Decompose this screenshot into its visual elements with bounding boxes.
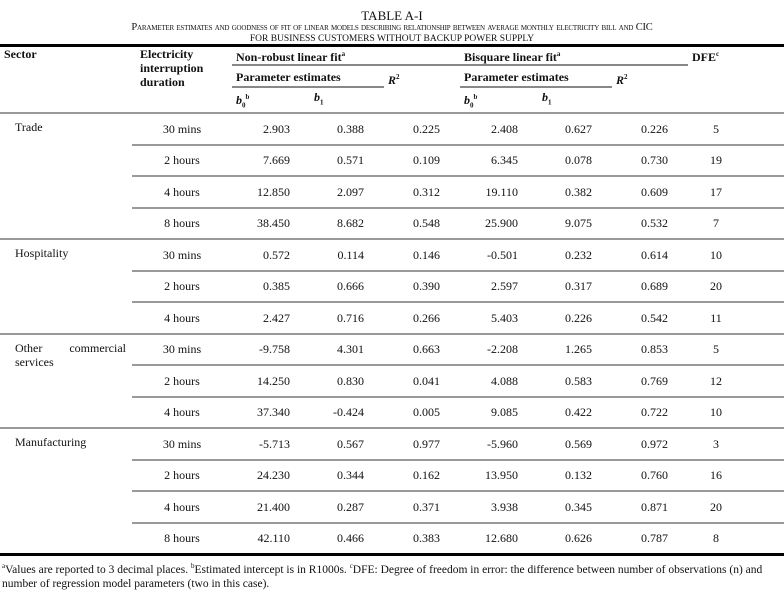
header-sector: Sector: [0, 46, 132, 66]
b1-sub: 1: [548, 98, 552, 107]
b0-cell: 14.250: [232, 365, 310, 397]
footnote-mark-b: b: [190, 562, 195, 571]
sector-cell: Manufacturing: [0, 428, 132, 553]
b0-cell: -9.758: [232, 334, 310, 366]
dfe-cell: 16: [688, 460, 784, 492]
b1-sub: 1: [320, 98, 324, 107]
duration-cell: 30 mins: [132, 428, 232, 460]
bb0-cell: 19.110: [460, 176, 538, 208]
br2-cell: 0.769: [612, 365, 688, 397]
duration-cell: 4 hours: [132, 302, 232, 334]
table-row: [0, 428, 784, 460]
dfe-label: DFE: [692, 50, 716, 64]
b1-cell: 8.682: [310, 208, 384, 240]
bb1-cell: 0.627: [538, 113, 612, 145]
dfe-cell: 3: [688, 428, 784, 460]
nonrobust-label: Non-robust linear fit: [236, 50, 342, 64]
table-title: TABLE A-I: [361, 8, 423, 23]
b1-cell: 0.114: [310, 239, 384, 271]
br2-cell: 0.760: [612, 460, 688, 492]
bb0-cell: -0.501: [460, 239, 538, 271]
r2-cell: 0.312: [384, 176, 460, 208]
r2-cell: 0.663: [384, 334, 460, 366]
r2-sup: 2: [396, 73, 400, 81]
footnote: [0, 556, 784, 591]
table-subtitle-2: [0, 34, 784, 44]
bb1-cell: 0.078: [538, 145, 612, 177]
b1-cell: -0.424: [310, 397, 384, 429]
b0-cell: 12.850: [232, 176, 310, 208]
b0-cell: -5.713: [232, 428, 310, 460]
r2-cell: 0.109: [384, 145, 460, 177]
b1-cell: 2.097: [310, 176, 384, 208]
bb0-cell: 6.345: [460, 145, 538, 177]
sector-cell: Trade: [0, 113, 132, 239]
dfe-cell: 7: [688, 208, 784, 240]
duration-cell: 4 hours: [132, 491, 232, 523]
bb1-cell: 0.132: [538, 460, 612, 492]
r2-cell: 0.390: [384, 271, 460, 303]
bb1-cell: 0.345: [538, 491, 612, 523]
dfe-cell: 10: [688, 397, 784, 429]
bb0-cell: 5.403: [460, 302, 538, 334]
b1-cell: 0.716: [310, 302, 384, 334]
duration-cell: 2 hours: [132, 460, 232, 492]
duration-cell: 4 hours: [132, 397, 232, 429]
bisquare-label: Bisquare linear fit: [464, 50, 557, 64]
duration-cell: 2 hours: [132, 365, 232, 397]
b0-cell: 37.340: [232, 397, 310, 429]
table-row: [0, 239, 784, 271]
b1-cell: 0.466: [310, 523, 384, 554]
r2-cell: 0.977: [384, 428, 460, 460]
b0-cell: 0.385: [232, 271, 310, 303]
br2-cell: 0.689: [612, 271, 688, 303]
header-param-estimates-bisquare: Parameter estimates: [460, 65, 612, 87]
bb0-cell: 4.088: [460, 365, 538, 397]
b0-cell: 0.572: [232, 239, 310, 271]
duration-cell: 30 mins: [132, 239, 232, 271]
subtitle-line1: Parameter estimates and goodness of fit of linear models describing relationship between average monthly electricity bill and CIC: [131, 22, 653, 33]
dfe-cell: 5: [688, 334, 784, 366]
nonrobust-sup: a: [341, 50, 346, 58]
dfe-cell: 11: [688, 302, 784, 334]
dfe-cell: 8: [688, 523, 784, 554]
bb1-cell: 0.422: [538, 397, 612, 429]
r2-cell: 0.266: [384, 302, 460, 334]
bb1-cell: 0.317: [538, 271, 612, 303]
br2-cell: 0.532: [612, 208, 688, 240]
header-b1-bisquare: [538, 87, 612, 113]
subtitle-line2: FOR BUSINESS CUSTOMERS WITHOUT BACKUP POWER SUPPLY: [249, 34, 535, 44]
header-b0: [232, 87, 310, 113]
b1-cell: 0.344: [310, 460, 384, 492]
br2-cell: 0.614: [612, 239, 688, 271]
header-duration: Electricity interruption duration: [132, 46, 232, 114]
dfe-cell: 17: [688, 176, 784, 208]
br2-cell: 0.871: [612, 491, 688, 523]
b0-label: b: [236, 93, 242, 107]
footnote-a: Values are reported to 3 decimal places.: [5, 564, 191, 577]
sector-cell: Hospitality: [0, 239, 132, 334]
bb1-cell: 9.075: [538, 208, 612, 240]
br2-cell: 0.722: [612, 397, 688, 429]
header-r2: [384, 65, 460, 87]
r2-cell: 0.548: [384, 208, 460, 240]
duration-cell: 8 hours: [132, 208, 232, 240]
b0-label: b: [464, 93, 470, 107]
r2-cell: 0.225: [384, 113, 460, 145]
header-bisquare: [460, 46, 688, 66]
dfe-sup: c: [716, 50, 720, 58]
bb0-cell: 9.085: [460, 397, 538, 429]
b1-cell: 0.666: [310, 271, 384, 303]
header-nonrobust: [232, 46, 460, 66]
dfe-cell: 5: [688, 113, 784, 145]
footnote-c: DFE: Degree of freedom in error: the difference between number of observations (n) and number of regression model parameters (two in this case).: [2, 564, 763, 591]
bb0-cell: 2.597: [460, 271, 538, 303]
bb0-cell: -2.208: [460, 334, 538, 366]
duration-cell: 8 hours: [132, 523, 232, 554]
b1-cell: 4.301: [310, 334, 384, 366]
b1-cell: 0.287: [310, 491, 384, 523]
b0-sub: 0: [470, 101, 474, 110]
header-r2-bisquare: [612, 65, 688, 87]
bb1-cell: 0.583: [538, 365, 612, 397]
dfe-cell: 20: [688, 271, 784, 303]
bb1-cell: 0.569: [538, 428, 612, 460]
header-b1: [310, 87, 384, 113]
duration-cell: 2 hours: [132, 271, 232, 303]
dfe-cell: 12: [688, 365, 784, 397]
b0-sup: b: [473, 93, 478, 101]
bb1-cell: 0.226: [538, 302, 612, 334]
bb0-cell: 2.408: [460, 113, 538, 145]
footnote-mark-c: c: [349, 562, 353, 571]
br2-cell: 0.972: [612, 428, 688, 460]
br2-cell: 0.226: [612, 113, 688, 145]
br2-cell: 0.853: [612, 334, 688, 366]
br2-cell: 0.542: [612, 302, 688, 334]
results-table: [0, 44, 784, 553]
bisquare-sup: a: [556, 50, 561, 58]
duration-cell: 2 hours: [132, 145, 232, 177]
table-subtitle: [0, 22, 784, 34]
br2-cell: 0.730: [612, 145, 688, 177]
duration-cell: 30 mins: [132, 334, 232, 366]
bb1-cell: 0.626: [538, 523, 612, 554]
b1-label: b: [542, 90, 548, 104]
r2-label: R: [388, 73, 397, 87]
r2-cell: 0.383: [384, 523, 460, 554]
header-dfe: [688, 46, 784, 66]
header-b0-bisquare: [460, 87, 538, 113]
b0-cell: 2.903: [232, 113, 310, 145]
duration-cell: 4 hours: [132, 176, 232, 208]
b1-cell: 0.567: [310, 428, 384, 460]
header-param-estimates: Parameter estimates: [232, 65, 384, 87]
bb0-cell: -5.960: [460, 428, 538, 460]
table-row: [0, 334, 784, 366]
r2-label: R: [616, 73, 625, 87]
b0-sup: b: [245, 93, 250, 101]
b1-cell: 0.571: [310, 145, 384, 177]
b0-cell: 42.110: [232, 523, 310, 554]
bb0-cell: 13.950: [460, 460, 538, 492]
r2-cell: 0.371: [384, 491, 460, 523]
bb0-cell: 25.900: [460, 208, 538, 240]
footnote-mark-a: a: [2, 562, 6, 571]
sector-cell: Other commercial services: [0, 334, 132, 429]
b0-sub: 0: [242, 101, 246, 110]
dfe-cell: 20: [688, 491, 784, 523]
b1-label: b: [314, 90, 320, 104]
bb1-cell: 0.382: [538, 176, 612, 208]
duration-cell: 30 mins: [132, 113, 232, 145]
bb0-cell: 3.938: [460, 491, 538, 523]
bb1-cell: 0.232: [538, 239, 612, 271]
b0-cell: 21.400: [232, 491, 310, 523]
b1-cell: 0.388: [310, 113, 384, 145]
table-row: [0, 113, 784, 145]
b0-cell: 24.230: [232, 460, 310, 492]
dfe-cell: 19: [688, 145, 784, 177]
b0-cell: 2.427: [232, 302, 310, 334]
r2-sup: 2: [624, 73, 628, 81]
bb1-cell: 1.265: [538, 334, 612, 366]
bb0-cell: 12.680: [460, 523, 538, 554]
br2-cell: 0.609: [612, 176, 688, 208]
b1-cell: 0.830: [310, 365, 384, 397]
r2-cell: 0.005: [384, 397, 460, 429]
b0-cell: 38.450: [232, 208, 310, 240]
r2-cell: 0.162: [384, 460, 460, 492]
br2-cell: 0.787: [612, 523, 688, 554]
r2-cell: 0.146: [384, 239, 460, 271]
b0-cell: 7.669: [232, 145, 310, 177]
footnote-b: Estimated intercept is in R1000s.: [194, 564, 350, 577]
dfe-cell: 10: [688, 239, 784, 271]
r2-cell: 0.041: [384, 365, 460, 397]
